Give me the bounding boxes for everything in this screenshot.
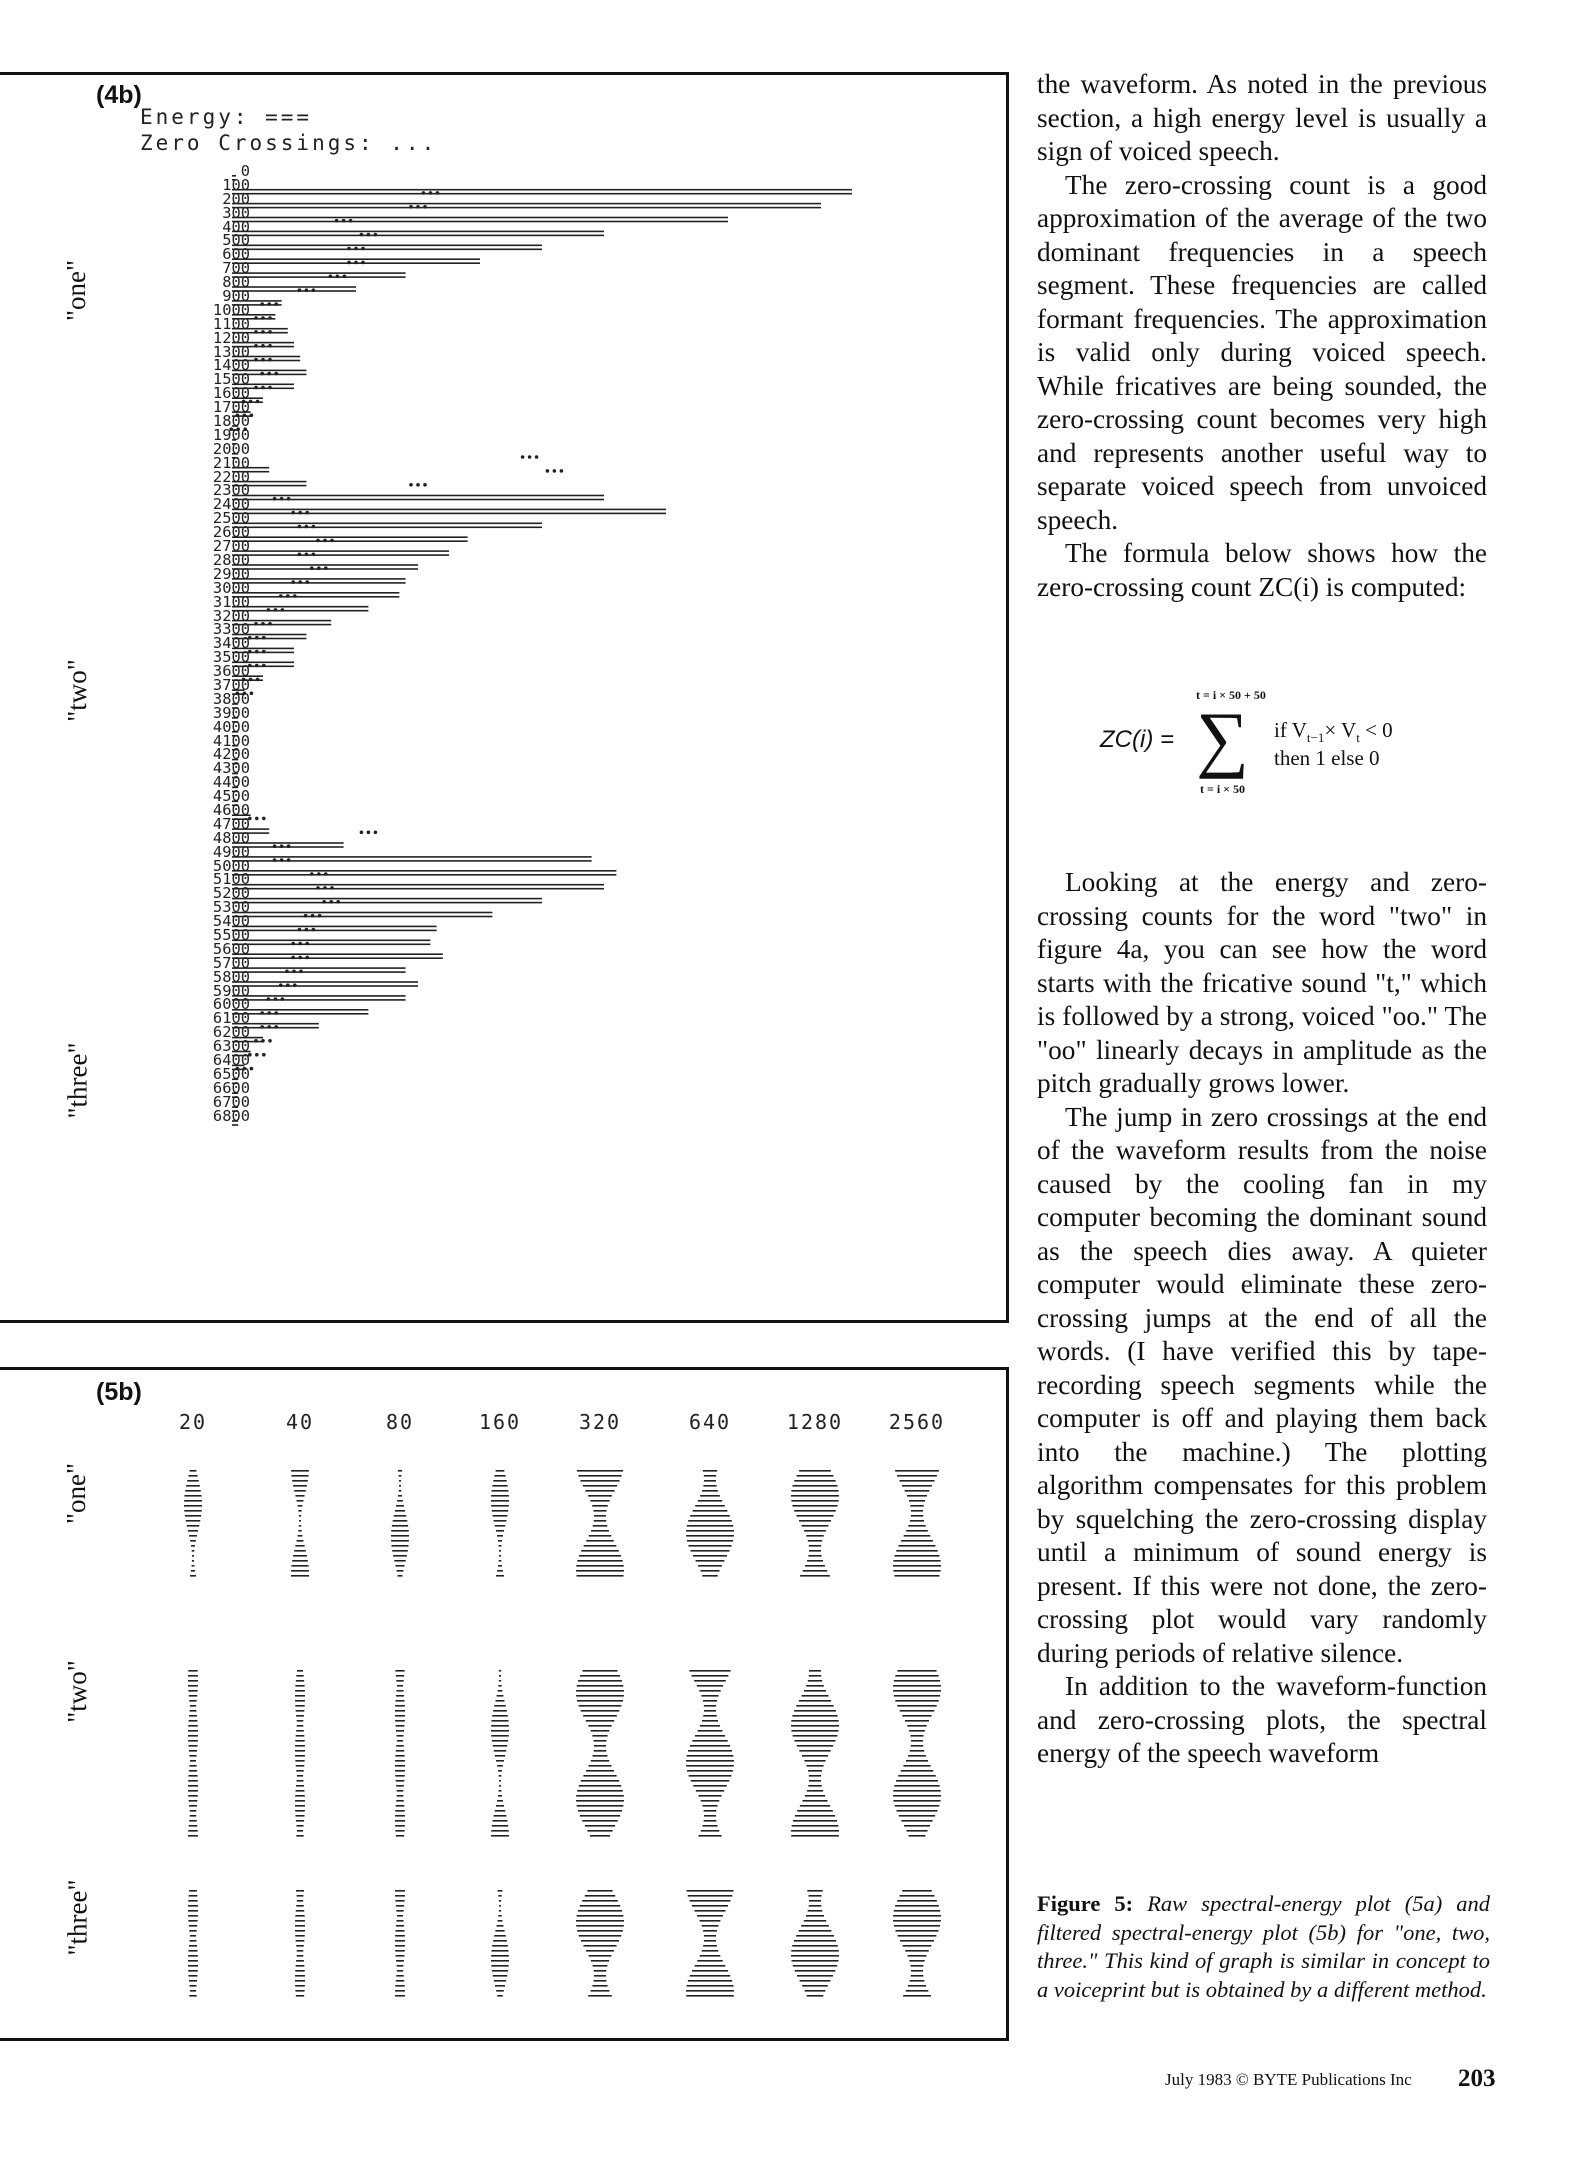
tick-label: 4300 [212,759,250,778]
zero-crossing-mark [546,469,564,473]
energy-bar [232,509,666,515]
formula-condition [1274,718,1393,746]
band-label: 2560 [888,1410,946,1434]
cond-if: if V [1274,718,1307,742]
energy-bar [232,606,368,612]
tick-label: 6000 [212,995,250,1014]
spectral-energy-column [184,1470,202,1577]
zero-crossing-mark [260,1025,278,1029]
tick-label: 5700 [212,953,250,972]
sigma-icon: ∑ [1196,698,1249,780]
tick-label: 5600 [212,939,250,958]
zero-crossing-mark [254,622,272,626]
zero-crossing-mark [298,525,316,529]
tick-label: 6700 [212,1092,250,1111]
tick-label: 2900 [212,564,250,583]
energy-bar [232,189,852,195]
zero-crossing-mark [260,372,278,376]
spectral-energy-column [686,1470,734,1577]
tick-label: 5100 [212,870,250,889]
band-label: 160 [478,1410,522,1434]
band-label: 320 [578,1410,622,1434]
zero-crossing-mark [254,358,272,362]
paragraph: The jump in zero crossings at the end of the waveform results from the noise caused by the cooling fan in my computer becoming the dominant sound as the speech dies away. A quieter computer would eliminate these zero-crossing jumps at the end of all the words. (I have verified this by tape-recording speech segments while the computer is off and playing them back into the machine.) The plotting algorithm compensates for this problem by squelching the zero-crossing display until a minimum of sound energy is present. If this were not done, the zero-crossing plot would vary randomly during periods of relative silence. [1037,1101,1487,1668]
figure-tag: (5b) [96,1378,142,1406]
zero-crossing-mark [279,594,297,598]
tick-label: 2600 [212,523,250,542]
zero-crossing-mark [291,956,309,960]
tick-label: 1600 [212,384,250,403]
zero-crossing-mark [298,928,316,932]
tick-label: 3800 [212,689,250,708]
sub-prev: t−1 [1306,730,1325,746]
caption-text: Raw spectral-energy plot (5a) and filtered spectral-energy plot (5b) for "one, two, three." This kind of graph is similar in concept to a voiceprint but is obtained by a different method. [1037,1891,1490,2002]
word-label-one: "one" [61,259,92,322]
tick-label: 1100 [212,314,250,333]
spectral-energy-column [295,1670,305,1837]
energy-bar [232,940,430,946]
page-footer: July 1983 © BYTE Publications Inc [1165,2070,1412,2089]
tick-label: 800 [222,273,250,292]
word-label-two: "two" [61,1660,92,1723]
zero-crossing-mark [298,553,316,557]
tick-label: 6400 [212,1051,250,1069]
zero-crossing-mark [298,288,316,292]
figure-caption [1037,1890,1490,2004]
tick-label: 5800 [212,967,250,986]
word-label-three: "three" [62,1042,93,1119]
zero-crossing-mark [248,664,266,668]
tick-label: 6600 [212,1078,250,1097]
zero-crossing-mark [329,275,347,279]
tick-label: 700 [222,259,250,278]
zero-crossing-mark [291,942,309,946]
figure-4b-panel [0,72,1009,1323]
article-text-top [1037,68,1487,604]
tick-label: 4700 [212,814,250,833]
zero-crossing-mark [254,1039,272,1043]
zero-crossing-mark [254,330,272,334]
energy-bar [232,231,604,237]
tick-label: 600 [222,245,250,264]
zero-crossing-mark [254,316,272,320]
zero-crossing-mark [267,608,285,612]
zero-crossing-mark [267,997,285,1001]
spectral-energy-column [686,1670,734,1837]
energy-bar [232,912,492,918]
tick-label: 4600 [212,800,250,819]
paragraph: The formula below shows how the zero-crossing count ZC(i) is computed: [1037,538,1487,602]
tick-label: 3000 [212,578,250,597]
band-label: 20 [178,1410,208,1434]
energy-bar [232,286,356,292]
tick-label: 3400 [212,634,250,653]
energy-bar [232,245,542,251]
band-label: 640 [688,1410,732,1434]
formula-lhs: ZC(i) = [1100,726,1174,753]
tick-label: 500 [222,231,250,250]
energy-bar [232,550,449,556]
figure-5b-panel [0,1367,1009,2041]
band-label: 1280 [786,1410,844,1434]
tick-label: 2400 [212,495,250,514]
tick-label: 100 [222,175,250,194]
zero-crossing-mark [322,900,340,904]
tick-label: 3600 [212,662,250,681]
tick-label: 200 [222,189,250,208]
tick-label: 4800 [212,828,250,847]
zero-crossing-mark [291,511,309,515]
spectral-energy-column [893,1890,941,1997]
spectral-energy-column [791,1470,839,1577]
energy-bar [232,981,418,987]
zero-crossing-mark [285,970,303,974]
spectral-energy-column [491,1670,509,1837]
tick-label: 2100 [212,453,250,472]
energy-bar [232,203,821,209]
spectral-energy-column [893,1470,941,1577]
tick-label: 2700 [212,537,250,556]
tick-label: 1400 [212,356,250,375]
zero-crossing-mark [304,914,322,918]
word-label-one: "one" [61,1462,92,1525]
spectral-energy-column [491,1470,509,1577]
word-label-two: "two" [61,659,92,722]
zero-crossing-mark [409,205,427,209]
zero-crossing-formula [1100,688,1460,800]
zero-crossing-mark [273,844,291,848]
tick-label: 1800 [212,412,250,431]
energy-bar [232,856,592,862]
tick-label: 4400 [212,773,250,792]
tick-label: 3900 [212,703,250,722]
tick-label: 5300 [212,898,250,917]
spectral-energy-column [395,1670,405,1837]
zero-crossing-mark [254,386,272,390]
tick-label: 4100 [212,731,250,750]
band-label: 40 [285,1410,315,1434]
spectral-energy-column [576,1470,624,1577]
tick-label: 1000 [212,300,250,319]
tick-label: 2800 [212,550,250,569]
tick-label: 6200 [212,1023,250,1042]
paragraph: the waveform. As noted in the previous section, a high energy level is usually a sign of voiced speech. [1037,69,1487,166]
sub-t: t [1356,730,1360,746]
energy-bar [232,898,542,904]
zero-crossing-mark [521,455,539,459]
tick-label: 6100 [212,1009,250,1028]
zero-crossing-mark [260,1011,278,1015]
formula-upper-limit: t = i × 50 + 50 [1196,688,1266,702]
tick-label: 6800 [212,1106,250,1125]
energy-bar [232,995,406,1001]
spectral-energy-column [291,1470,309,1577]
tick-label: 3500 [212,648,250,667]
spectral-energy-column [295,1890,305,1997]
energy-bar [232,523,542,529]
zero-crossing-mark [316,886,334,890]
spectral-energy-plot [0,1370,1006,2038]
formula-lower-limit: t = i × 50 [1200,782,1246,796]
caption-label: Figure 5: [1037,1891,1134,1916]
paragraph: Looking at the energy and zero-crossing counts for the word "two" in figure 4a, you can see how the word starts with the fricative sound "t," which is followed by a strong, voiced "oo." The "oo" linearly decays in amplitude as the pitch gradually grows lower. [1037,867,1487,1098]
energy-bar [232,536,468,542]
zero-crossing-mark [316,539,334,543]
spectral-energy-column [188,1670,198,1837]
tick-label: 5400 [212,912,250,931]
zero-crossing-mark [335,219,353,223]
tick-label: 4500 [212,787,250,806]
energy-bar [232,217,728,223]
spectral-energy-column [491,1890,509,1997]
zero-crossing-mark [347,247,365,251]
zero-crossing-mark [347,261,365,265]
spectral-energy-column [686,1890,734,1997]
tick-label: 3100 [212,592,250,611]
tick-label: 0 [240,162,250,180]
energy-bar [232,870,616,876]
formula-then: then 1 else 0 [1274,746,1380,770]
tick-label: 4200 [212,745,250,764]
cond-times: × V [1324,718,1357,742]
energy-bar [232,953,443,959]
spectral-energy-column [395,1890,405,1997]
spectral-energy-column [576,1890,624,1997]
zero-crossing-mark [248,636,266,640]
zero-crossing-mark [360,233,378,237]
zero-crossing-mark [279,983,297,987]
tick-label: 1300 [212,342,250,361]
word-label-three: "three" [62,1879,93,1956]
tick-label: 3300 [212,620,250,639]
tick-label: 5000 [212,856,250,875]
energy-bar [232,592,399,598]
spectral-energy-column [791,1670,839,1837]
tick-label: 300 [222,203,250,222]
tick-label: 3200 [212,606,250,625]
paragraph: The zero-crossing count is a good approximation of the average of the two dominant frequencies in a speech segment. These frequencies are called formant frequencies. The approximation is valid only during voiced speech. While fricatives are being sounded, the zero-crossing count becomes very high and represents another useful way to separate voiced speech from unvoiced speech. [1037,169,1487,535]
tick-label: 1900 [212,425,250,444]
energy-bar [232,926,437,932]
tick-label: 2300 [212,481,250,500]
spectral-energy-column [391,1470,409,1577]
band-label: 80 [385,1410,415,1434]
energy-bar [232,1009,368,1015]
tick-label: 1700 [212,398,250,417]
tick-label: 4900 [212,842,250,861]
cond-less: < 0 [1365,718,1393,742]
tick-label: 1200 [212,328,250,347]
tick-label: 2500 [212,509,250,528]
tick-label: 400 [222,217,250,236]
zero-crossing-mark [273,497,291,501]
energy-bar [232,967,406,973]
energy-bar [232,272,406,278]
paragraph: In addition to the waveform-function and zero-crossing plots, the spectral energy of the speech waveform [1037,1671,1487,1768]
zero-crossing-mark [248,817,266,821]
tick-label: 900 [222,287,250,306]
time-axis-ticks [150,162,250,1125]
zero-crossing-mark [254,344,272,348]
tick-label: 3700 [212,675,250,694]
zero-crossing-mark [360,831,378,835]
zero-crossing-mark [248,1053,266,1057]
tick-label: 5500 [212,925,250,944]
figure-tag: (4b) [96,81,142,109]
zero-crossing-mark [310,872,328,876]
zero-crossing-mark [310,566,328,570]
spectral-energy-column [576,1670,624,1837]
page-number: 203 [1458,2065,1496,2092]
zero-crossing-mark [248,650,266,654]
tick-label: 2000 [212,439,250,458]
tick-label: 2200 [212,467,250,486]
spectral-energy-column [893,1670,941,1837]
legend-zero-crossings: Zero Crossings: ... [140,131,438,155]
article-text-bottom [1037,866,1487,1771]
tick-label: 5900 [212,981,250,1000]
energy-bar [232,884,604,890]
zero-crossing-mark [291,580,309,584]
tick-label: 5200 [212,884,250,903]
spectral-energy-column [791,1890,839,1997]
spectral-energy-column [188,1890,198,1997]
legend-energy: Energy: === [140,105,313,129]
tick-label: 6300 [212,1037,250,1056]
tick-label: 4000 [212,717,250,736]
energy-bar [232,578,406,584]
zero-crossing-mark [422,191,440,195]
zero-crossing-mark [273,858,291,862]
zero-crossing-mark [409,483,427,487]
tick-label: 1500 [212,370,250,389]
tick-label: 6500 [212,1064,250,1083]
zero-crossing-mark [260,302,278,306]
